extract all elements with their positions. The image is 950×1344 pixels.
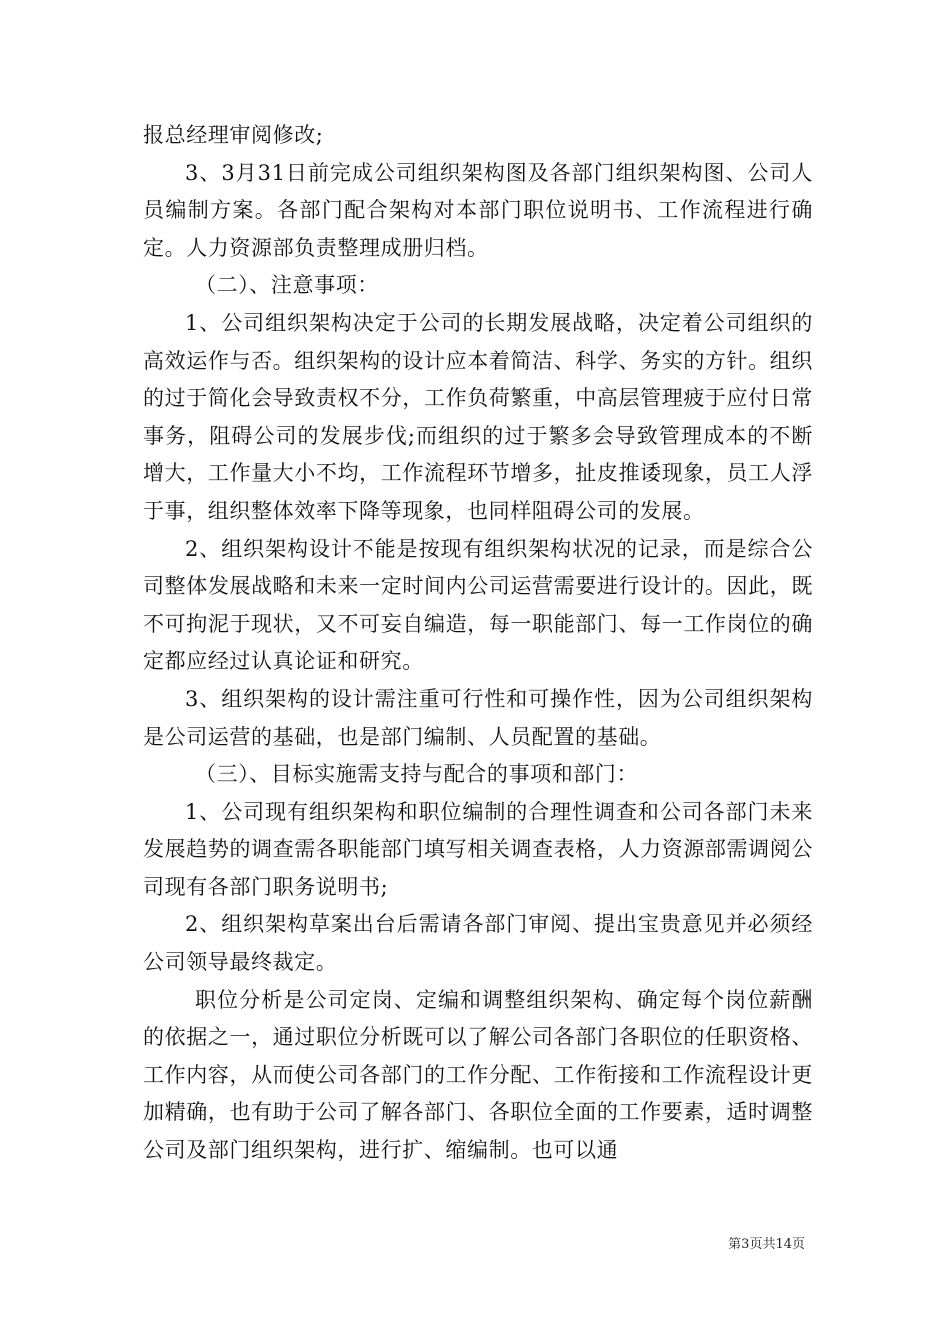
paragraph-continuation: 报总经理审阅修改; <box>143 123 324 147</box>
section-heading-notes: （二）、注意事项： <box>195 273 379 298</box>
paragraph-support-2: 2、组织架构草案出台后需请各部门审阅、提出宝贵意见并必须经公司领导最终裁定。 <box>143 912 813 975</box>
paragraph-note-1: 1、公司组织架构决定于公司的长期发展战略，决定着公司组织的高效运作与否。组织架构的设计应本着简洁、科学、务实的方针。组织的过于简化会导致责权不分，工作负荷繁重，中高层管理疲于应付日常事务，阻碍公司的发展步伐;而组织的过于繁多会导致管理成本的不断增大，工作量大小不均，工作流程环节增多，扯皮推诿现象，员工人浮于事，组织整体效率下降等现象，也同样阻碍公司的发展。 <box>143 310 813 523</box>
page-number-footer: 第3页共14页 <box>728 1237 805 1252</box>
paragraph-note-3: 3、组织架构的设计需注重可行性和可操作性，因为公司组织架构是公司运营的基础，也是部门编制、人员配置的基础。 <box>143 686 813 749</box>
section-heading-support: （三）、目标实施需支持与配合的事项和部门： <box>195 762 639 787</box>
paragraph-note-2: 2、组织架构设计不能是按现有组织架构状况的记录，而是综合公司整体发展战略和未来一定时间内公司运营需要进行设计的。因此，既不可拘泥于现状，又不可妄自编造，每一职能部门、每一工作岗位的确定都应经过认真论证和研究。 <box>143 536 813 674</box>
paragraph-item-3-deadline: 3、3月31日前完成公司组织架构图及各部门组织架构图、公司人员编制方案。各部门配合架构对本部门职位说明书、工作流程进行确定。人力资源部负责整理成册归档。 <box>143 160 813 260</box>
paragraph-job-analysis: 职位分析是公司定岗、定编和调整组织架构、确定每个岗位薪酬的依据之一，通过职位分析既可以了解公司各部门各职位的任职资格、工作内容，从而使公司各部门的工作分配、工作衔接和工作流程设计更加精确，也有助于公司了解各部门、各职位全面的工作要素，适时调整公司及部门组织架构，进行扩、缩编制。也可以通 <box>143 987 813 1163</box>
document-body <box>143 117 813 1170</box>
paragraph-support-1: 1、公司现有组织架构和职位编制的合理性调查和公司各部门未来发展趋势的调查需各职能部门填写相关调查表格，人力资源部需调阅公司现有各部门职务说明书; <box>143 799 813 899</box>
